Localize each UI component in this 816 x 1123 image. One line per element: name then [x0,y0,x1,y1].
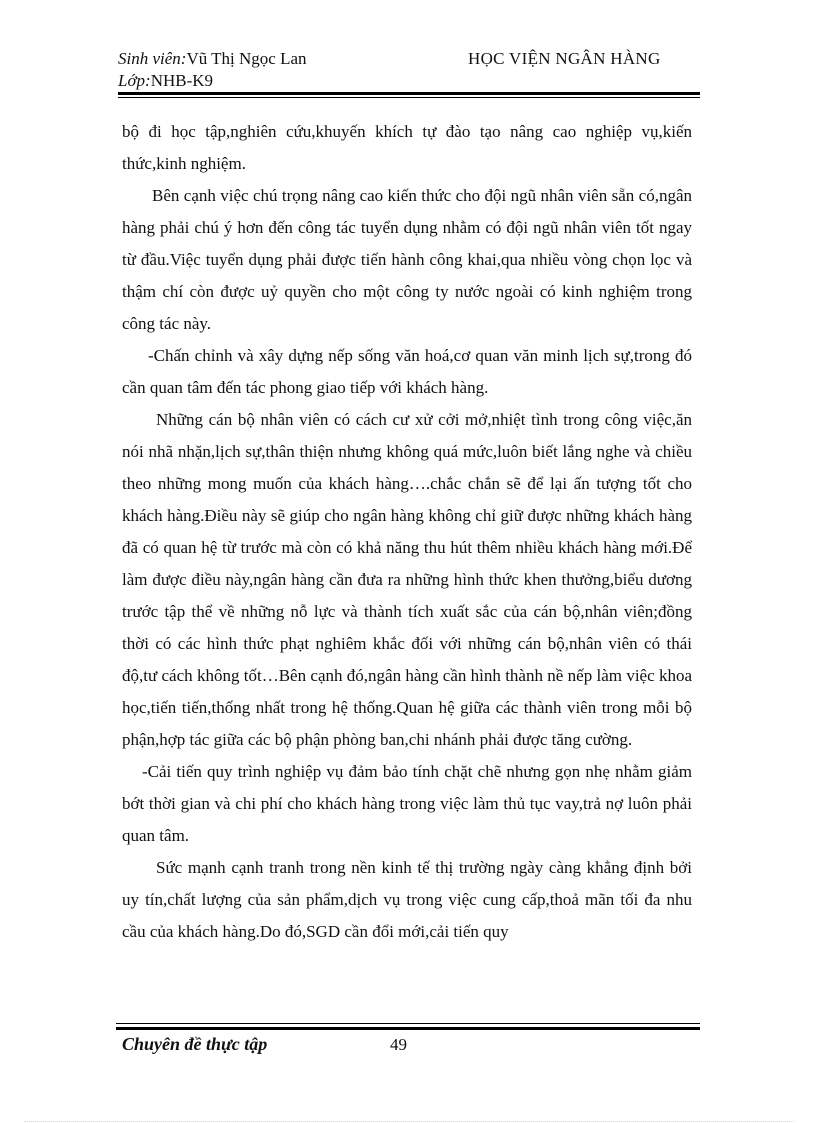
page-edge-divider [24,1121,794,1122]
header-rule-thick [118,92,700,95]
class-line [118,70,213,92]
student-prefix: Sinh viên: [118,49,187,68]
paragraph: -Cải tiến quy trình nghiệp vụ đảm bảo tính chặt chẽ nhưng gọn nhẹ nhằm giảm bớt thời gian và chi phí cho khách hàng trong việc làm thủ tục vay,trả nợ luôn phải quan tâm. [122,762,692,845]
footer-rule-thick [116,1027,700,1030]
header-rule-thin [118,97,700,98]
body-text [122,116,692,948]
paragraph: -Chấn chỉnh và xây dựng nếp sống văn hoá,cơ quan văn minh lịch sự,trong đó cần quan tâm đến tác phong giao tiếp với khách hàng. [122,346,692,397]
institution-name: HỌC VIỆN NGÂN HÀNG [468,49,661,68]
page-number: 49 [390,1035,407,1054]
class-prefix: Lớp: [118,71,151,90]
footer-label: Chuyên đề thực tập [122,1034,268,1054]
paragraph: Những cán bộ nhân viên có cách cư xử cởi mở,nhiệt tình trong công việc,ăn nói nhã nhặn,lịch sự,thân thiện nhưng không quá mức,luôn biết lắng nghe và chiều theo những mong muốn của khách hàng….chắc chắn sẽ để lại ấn tượng tốt cho khách hàng.Điều này sẽ giúp cho ngân hàng không chỉ giữ được những khách hàng đã có quan hệ từ trước mà còn có khả năng thu hút thêm nhiều khách hàng mới.Để làm được điều này,ngân hàng cần đưa ra những hình thức khen thưởng,biểu dương trước tập thể về những nỗ lực và thành tích xuất sắc của cán bộ,nhân viên;đồng thời có các hình thức phạt nghiêm khắc đối với những cán bộ,nhân viên có thái độ,tư cách không tốt…Bên cạnh đó,ngân hàng cần hình thành nề nếp làm việc khoa học,tiến tiến,thống nhất trong hệ thống.Quan hệ giữa các thành viên trong mỗi bộ phận,hợp tác giữa các bộ phận phòng ban,chi nhánh phải được tăng cường. [122,410,692,749]
student-line [118,48,307,70]
class-name: NHB-K9 [150,71,214,90]
paragraph: Sức mạnh cạnh tranh trong nền kinh tế thị trường ngày càng khẳng định bởi uy tín,chất lượng của sản phẩm,dịch vụ trong việc cung cấp,thoả mãn tối đa nhu cầu của khách hàng.Do đó,SGD cần đổi mới,cải tiến quy [122,858,692,941]
page-header [118,48,700,94]
student-name: Vũ Thị Ngọc Lan [186,49,307,68]
paragraph: bộ đi học tập,nghiên cứu,khuyến khích tự đào tạo nâng cao nghiệp vụ,kiến thức,kinh nghiệm. [122,122,692,173]
footer-rule-thin [116,1023,700,1024]
paragraph: Bên cạnh việc chú trọng nâng cao kiến thức cho đội ngũ nhân viên sẵn có,ngân hàng phải chú ý hơn đến công tác tuyển dụng nhằm có đội ngũ nhân viên tốt ngay từ đầu.Việc tuyển dụng phải được tiến hành công khai,qua nhiều vòng chọn lọc và thậm chí còn được uỷ quyền cho một công ty nước ngoài có kinh nghiệm trong công tác này. [122,186,692,333]
